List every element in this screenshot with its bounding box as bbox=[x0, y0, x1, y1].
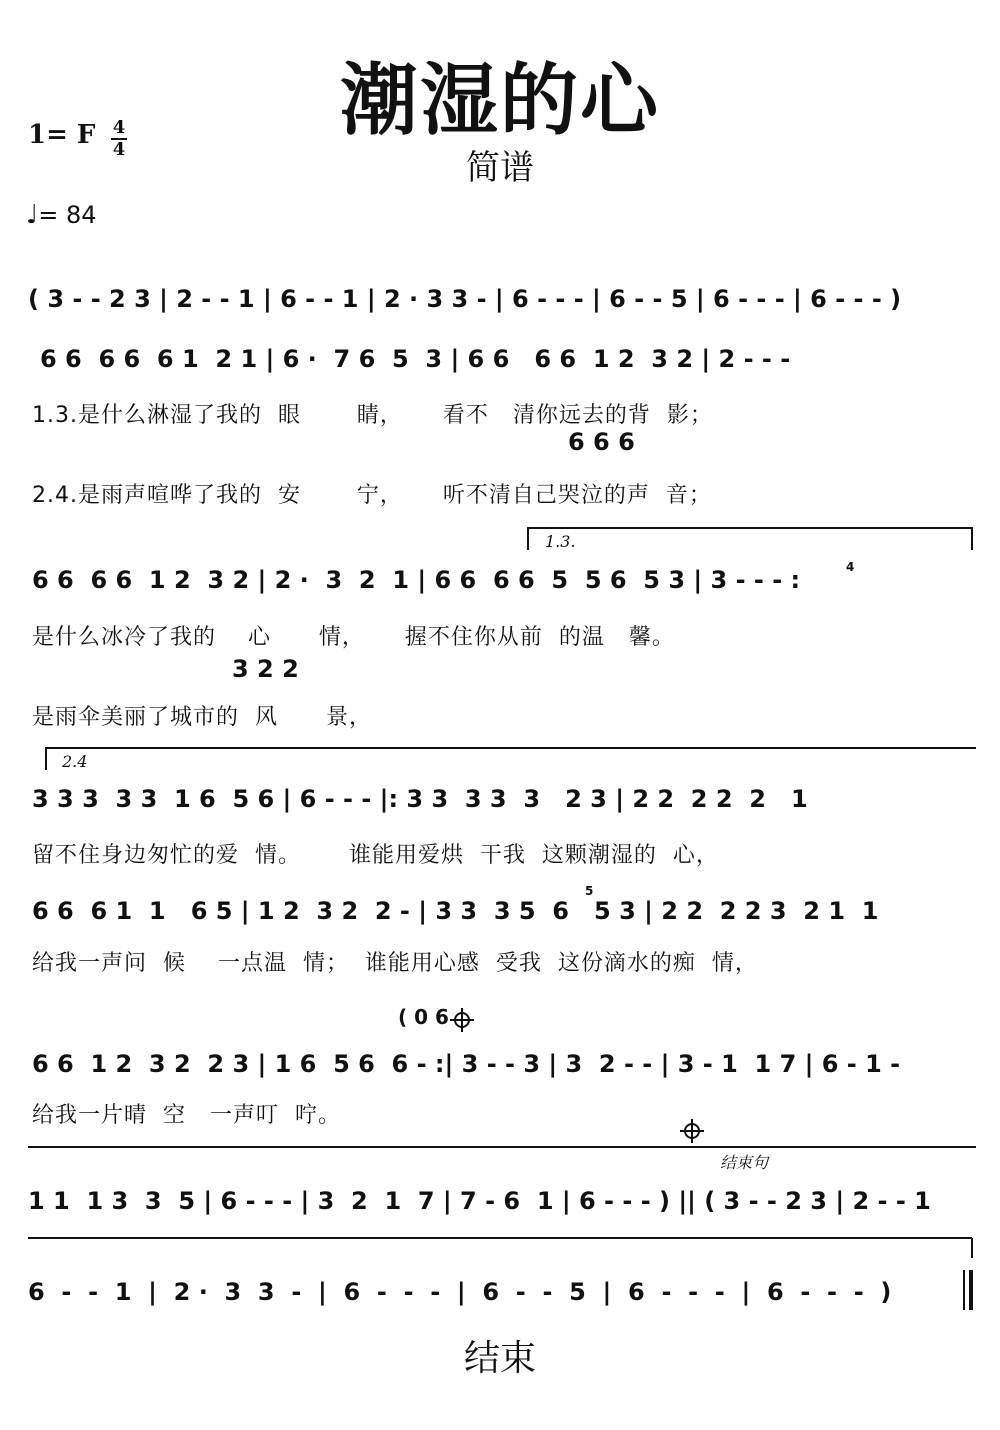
score-row-3-lyric-verse-2: 是雨伞美丽了城市的 风 景， bbox=[32, 705, 372, 730]
tempo-value: = 84 bbox=[38, 201, 97, 229]
score-row-2-alt-notes: 6 6 6 bbox=[568, 428, 635, 456]
score-row-3-alt-notes: 3 2 2 bbox=[232, 655, 299, 683]
score-row-2-lyric-verse-2: 2.4.是雨声喧哗了我的 安 宁， 听不清自己哭泣的声 音； bbox=[32, 483, 712, 508]
second-ending-label: 2.4 bbox=[62, 752, 88, 771]
first-ending-bracket bbox=[528, 528, 972, 550]
score-row-5-lyric: 给我一声问 候 一点温 情； 谁能用心感 受我 这份滴水的痴 情， bbox=[32, 951, 758, 976]
score-row-2-lyric-verse-1: 1.3.是什么淋湿了我的 眼 睛， 看不 清你远去的背 影； bbox=[32, 403, 713, 428]
end-label: 结束 bbox=[463, 1338, 536, 1379]
score-row-3-lyric-verse-1: 是什么冰冷了我的 心 情， 握不住你从前 的温 馨。 bbox=[32, 625, 675, 650]
score-row-6-notes: 6 6 1 2 3 2 2 3 | 1 6 5 6 6 - :| 3 - - 3 | 3 2 - - | 3 - 1 1 7 | 6 - 1 - bbox=[32, 1050, 901, 1078]
coda-label: 结束句 bbox=[720, 1153, 769, 1172]
time-signature-bottom: 4 bbox=[112, 139, 126, 160]
row-6-pickup-notes: ( 0 6 bbox=[398, 1005, 449, 1029]
score-row-3-notes: 6 6 6 6 1 2 3 2 | 2 · 3 2 1 | 6 6 6 6 5 5 6 5 3 | 3 - - - : bbox=[32, 566, 801, 594]
quarter-note-icon: ♩ bbox=[26, 200, 39, 230]
time-signature-top: 4 bbox=[112, 117, 126, 138]
score-row-6-lyric: 给我一片晴 空 一声叮 咛。 bbox=[32, 1103, 341, 1128]
row-5-grace-note: 5 bbox=[585, 884, 594, 898]
second-ending-bracket bbox=[46, 748, 976, 770]
score-row-5-notes: 6 6 6 1 1 6 5 | 1 2 3 2 2 - | 3 3 3 5 6 5 3 | 2 2 2 2 3 2 1 1 bbox=[32, 897, 879, 925]
score-type-label: 简谱 bbox=[466, 148, 534, 188]
score-row-2-notes: 6 6 6 6 6 1 2 1 | 6 · 7 6 5 3 | 6 6 6 6 1 2 3 2 | 2 - - - bbox=[40, 345, 791, 373]
score-row-4-lyric: 留不住身边匆忙的爱 情。 谁能用爱烘 干我 这颗潮湿的 心， bbox=[32, 843, 719, 868]
score-row-4-notes: 3 3 3 3 3 1 6 5 6 | 6 - - - |: 3 3 3 3 3 2 3 | 2 2 2 2 2 1 bbox=[32, 785, 808, 813]
score-row-7-notes: 1 1 1 3 3 5 | 6 - - - | 3 2 1 7 | 7 - 6 1 | 6 - - - ) || ( 3 - - 2 3 | 2 - - 1 bbox=[28, 1187, 931, 1215]
score-row-8-notes: 6 - - 1 | 2 · 3 3 - | 6 - - - | 6 - - 5 | 6 - - - | 6 - - - ) bbox=[28, 1278, 892, 1306]
score-row-1-notes: ( 3 - - 2 3 | 2 - - 1 | 6 - - 1 | 2 · 3 3 - | 6 - - - | 6 - - 5 | 6 - - - | 6 - - - ) bbox=[28, 285, 902, 313]
coda-sign-icon bbox=[450, 1008, 474, 1032]
key-signature: 1= F bbox=[28, 120, 96, 150]
first-ending-label: 1.3. bbox=[545, 532, 576, 551]
row-3-grace-note: 4 bbox=[846, 560, 855, 574]
song-title: 潮湿的心 bbox=[339, 56, 660, 146]
coda-sign-icon-2 bbox=[680, 1119, 704, 1143]
